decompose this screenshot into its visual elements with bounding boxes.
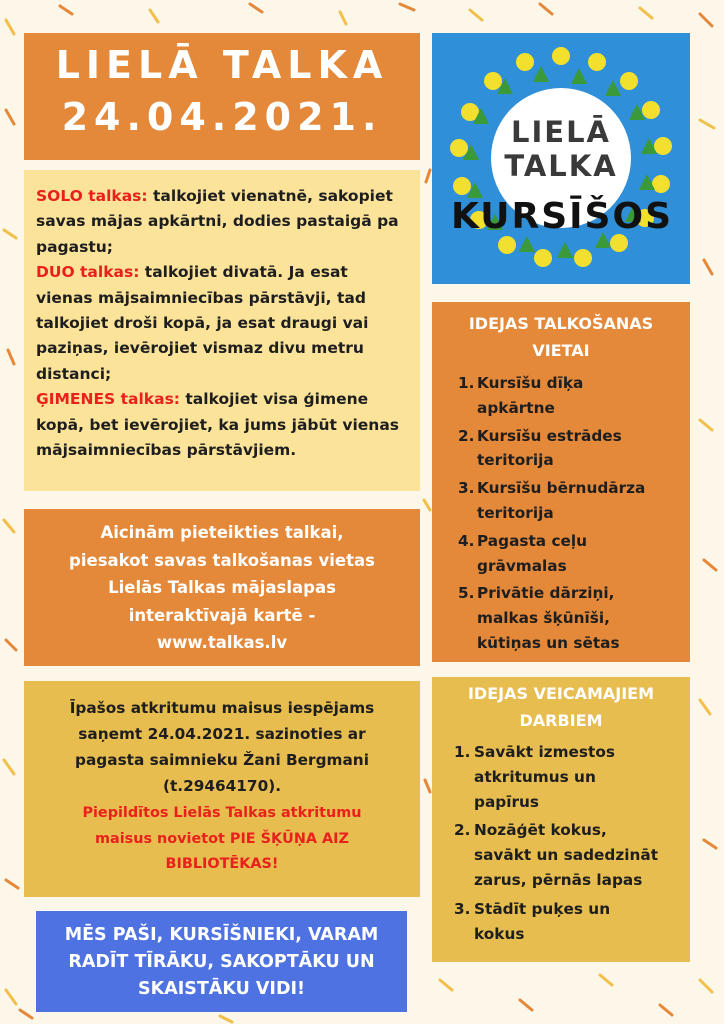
slogan-line3: SKAISTĀKU VIDI! bbox=[138, 979, 305, 1000]
solo-label: SOLO talkas: bbox=[36, 187, 148, 205]
talka-types-text bbox=[36, 184, 406, 463]
bags-info-box bbox=[24, 681, 420, 897]
ideas-work-box bbox=[432, 677, 690, 962]
title-date: 24.04.2021. bbox=[61, 95, 383, 139]
invite-line1: Aicinām pieteikties talkai, bbox=[100, 523, 344, 542]
bags-phone: (t.29464170). bbox=[162, 777, 282, 795]
bags-line1: Īpašos atkritumu maisus iespējams bbox=[69, 699, 375, 717]
slogan-line2: RADĪT TĪRĀKU, SAKOPTĀKU UN bbox=[68, 952, 375, 973]
logo-text-kursisos: KURSĪŠOS bbox=[451, 196, 673, 237]
list-item: 1. Savākt izmestos atkritumus un papīrus bbox=[454, 743, 615, 811]
ideas-place-box bbox=[432, 302, 690, 662]
bags-red-line2: maisus novietot PIE ŠĶŪŅA AIZ bbox=[95, 830, 349, 847]
bags-red-line1: Piepildītos Lielās Talkas atkritumu bbox=[82, 805, 362, 821]
family-text: talkojiet visa ģimene kopā, bet ievērojiet, ka jums jābūt vienas mājsaimniecības pārstāvjiem. bbox=[36, 390, 400, 460]
invite-line4: interaktīvajā kartē - bbox=[128, 605, 316, 625]
ideas-work-heading2: DARBIEM bbox=[519, 711, 603, 730]
list-item: 4. Pagasta ceļu grāvmalas bbox=[458, 531, 588, 575]
talka-types-box bbox=[24, 170, 420, 491]
ideas-place-heading1: IDEJAS TALKOŠANAS bbox=[468, 314, 654, 333]
logo-text-liela: LIELĀ bbox=[510, 115, 611, 149]
list-item: 3. Stādīt puķes un kokus bbox=[454, 899, 611, 943]
title-line1: LIELĀ TALKA bbox=[55, 43, 389, 87]
ideas-work-heading1: IDEJAS VEICAMAJIEM bbox=[467, 684, 655, 703]
list-item: 3. Kursīšu bērnudārza teritorija bbox=[458, 479, 646, 522]
invite-box bbox=[24, 509, 420, 666]
list-item: 1. Kursīšu dīķa apkārtne bbox=[458, 374, 584, 417]
title-banner bbox=[24, 33, 420, 160]
ideas-place-heading2: VIETAI bbox=[532, 341, 590, 360]
list-item: 2. Nozāģēt kokus, savākt un sadedzināt zarus, pērnās lapas bbox=[454, 821, 659, 889]
list-item: 5. Privātie dārziņi, malkas šķūnīši, kūtiņas un sētas bbox=[458, 584, 620, 652]
solo-text: talkojiet vienatnē, sakopiet savas mājas apkārtni, dodies pastaigā pa pagastu; bbox=[36, 187, 399, 256]
logo-text-talka: TALKA bbox=[504, 149, 618, 183]
invite-line3: Lielās Talkas mājaslapas bbox=[108, 578, 336, 598]
invite-link[interactable]: www.talkas.lv bbox=[156, 633, 288, 653]
family-label: ĢIMENES talkas: bbox=[36, 390, 180, 409]
bags-red-line3: BIBLIOTĒKAS! bbox=[165, 856, 279, 873]
bags-line3: pagasta saimnieku Žani Bergmani bbox=[75, 751, 369, 769]
list-item: 2. Kursīšu estrādes teritorija bbox=[458, 426, 622, 470]
bags-line2: saņemt 24.04.2021. sazinoties ar bbox=[78, 725, 366, 743]
duo-text: talkojiet divatā. Ja esat vienas mājsaimniecības pārstāvji, tad talkojiet droši kopā, ja esat draugi vai paziņas, ievērojiet vismaz divu metru distanci; bbox=[36, 263, 369, 383]
duo-label: DUO talkas: bbox=[36, 263, 140, 282]
slogan-line1: MĒS PAŠI, KURSĪŠNIEKI, VARAM bbox=[64, 925, 379, 945]
event-logo bbox=[432, 33, 690, 284]
slogan-box bbox=[36, 911, 407, 1012]
invite-line2: piesakot savas talkošanas vietas bbox=[69, 550, 375, 570]
